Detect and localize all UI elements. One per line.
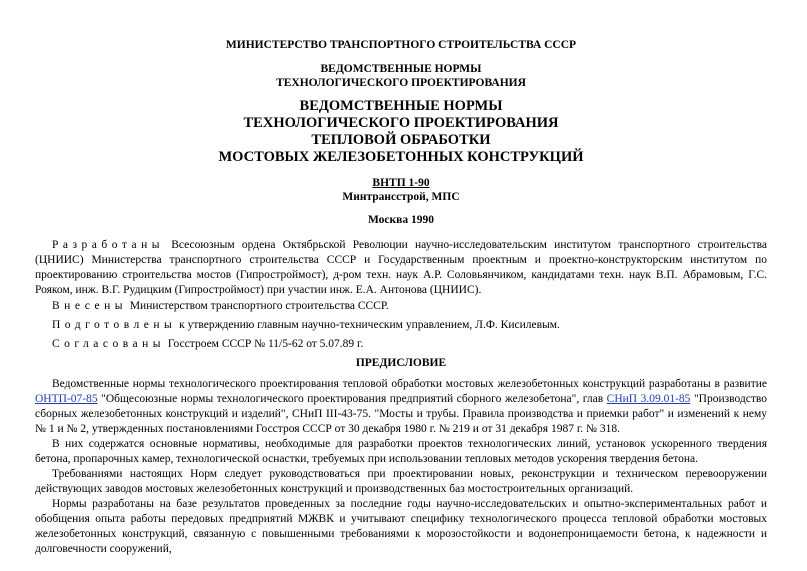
agreed-text: Госстроем СССР № 11/5-62 от 5.07.89 г.	[167, 338, 364, 350]
preface-paragraph-3: Требованиями настоящих Норм следует руководствоваться при проектировании новых, реконструкции и техническом перевооружении действующих заводов мостовых железобетонных конструкций и производственных баз мостостроительных организаций.	[35, 468, 767, 495]
document-title-line2: ТЕХНОЛОГИЧЕСКОГО ПРОЕКТИРОВАНИЯ	[243, 115, 559, 131]
developed-text: Всесоюзным ордена Октябрьской Революции научно-исследовательским институтом транспортного строительства (ЦНИИС) Министерства транспортного строительства СССР и Государственным проектным и проектно-конструкторским институтом по проектированию строительства мостов (Гипростроймост), д-ром техн. наук А.Р. Соловьянчиком, кандидатами техн. наук В.П. Абрамовым, Г.С. Рояком, инж. В.Г. Рудицким (Гипростроймост) при участии инж. Е.А. Антонова (ЦНИИС).	[35, 239, 767, 296]
submitted-label: Внесены	[52, 300, 127, 312]
credits-developed	[35, 238, 767, 298]
prepared-label: Подготовлены	[52, 319, 177, 331]
submitted-text: Министерством транспортного строительства СССР.	[129, 300, 389, 312]
developed-label: Разработаны	[52, 239, 164, 251]
document-title	[35, 98, 767, 166]
preface-paragraph-2: В них содержатся основные нормативы, необходимые для разработки проектов технологических линий, установок ускоренного твердения бетона, пропарочных камер, технологической оснастки, требуемых при использовании тепловых методов ускорения твердения бетона.	[35, 438, 767, 465]
document-title-line4: МОСТОВЫХ ЖЕЛЕЗОБЕТОННЫХ КОНСТРУКЦИЙ	[218, 149, 584, 165]
document-title-line3: ТЕПЛОВОЙ ОБРАБОТКИ	[311, 132, 491, 148]
preface-p1-text-a: Ведомственные нормы технологического проектирования тепловой обработки мостовых железобетонных конструкций разработаны в развитие	[52, 378, 767, 390]
preface-p1-text-c: "Производство сборных железобетонных конструкций и изделий", СНиП III-43-75. "Мосты и трубы. Правила производства и приемки работ" и изменений к нему № 1 и № 2, утвержденных постановлениями Госстроя СССР от 30 декабря 1980 г. № 219 и от 31 декабря 1987 г. № 318.	[35, 393, 768, 435]
document-organizations: Минтрансстрой, МПС	[342, 191, 460, 203]
ontp-07-85-link[interactable]: ОНТП-07-85	[35, 393, 98, 405]
preface-paragraph-1	[35, 377, 767, 437]
preface-heading: ПРЕДИСЛОВИЕ	[355, 357, 447, 369]
agreed-label: Согласованы	[52, 338, 166, 350]
norms-heading-line2: ТЕХНОЛОГИЧЕСКОГО ПРОЕКТИРОВАНИЯ	[276, 77, 526, 89]
preface-p1-text-b: "Общесоюзные нормы технологического проектирования предприятий сборного железобетона", глав	[101, 393, 604, 405]
credits-prepared	[35, 318, 767, 333]
credits-submitted	[35, 299, 767, 314]
snip-3-09-01-85-link[interactable]: СНиП 3.09.01-85	[606, 393, 691, 405]
prepared-text: к утверждению главным научно-техническим управлением, Л.Ф. Кисилевым.	[179, 319, 560, 331]
norms-heading-line1: ВЕДОМСТВЕННЫЕ НОРМЫ	[320, 63, 482, 75]
document-title-line1: ВЕДОМСТВЕННЫЕ НОРМЫ	[299, 98, 503, 114]
norms-heading	[35, 62, 767, 90]
preface-paragraph-4: Нормы разработаны на базе результатов проведенных за последние годы научно-исследовательских и опытно-экспериментальных работ и обобщения опыта работы передовых предприятий МЖВК и учитывают специфику технологического процесса тепловой обработки мостовых железобетонных конструкций, связанную с повышенными требованиями к морозостойкости и водонепроницаемости бетона, к надежности и долговечности сооружений,	[35, 498, 767, 555]
ministry-heading: МИНИСТЕРСТВО ТРАНСПОРТНОГО СТРОИТЕЛЬСТВА СССР	[225, 39, 577, 51]
credits-agreed	[35, 337, 767, 352]
document-city-year: Москва 1990	[367, 214, 435, 226]
document-code-link[interactable]: ВНТП 1-90	[372, 177, 430, 189]
